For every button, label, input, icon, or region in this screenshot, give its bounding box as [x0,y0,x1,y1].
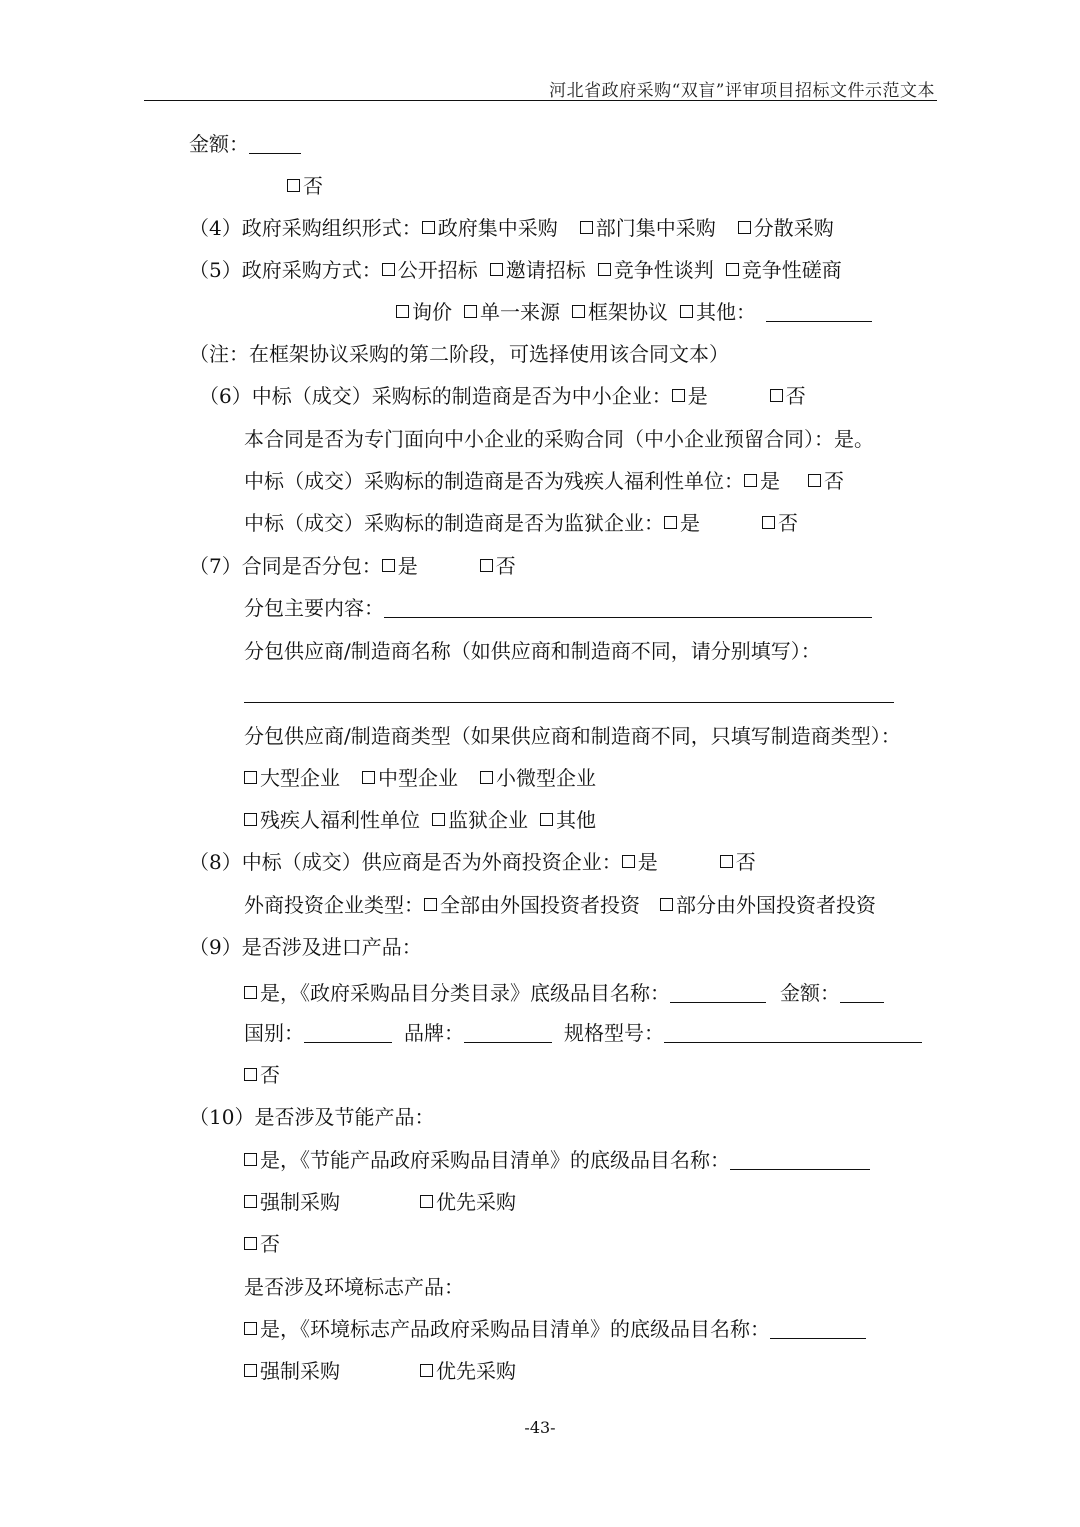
checkbox[interactable] [480,771,493,784]
q5-option-single[interactable]: 单一来源 [464,299,560,325]
checkbox[interactable] [720,855,733,868]
q10-env-mandatory-option[interactable]: 强制采购 [244,1358,340,1384]
q10-item-blank[interactable] [730,1149,870,1170]
checkbox[interactable] [660,898,673,911]
checkbox[interactable] [244,1237,257,1250]
checkbox[interactable] [464,305,477,318]
checkbox[interactable] [396,305,409,318]
checkbox[interactable] [382,559,395,572]
q4-label: （4）政府采购组织形式： [189,216,422,240]
document-header: 河北省政府采购“双盲”评审项目招标文件示范文本 [549,81,935,101]
checkbox[interactable] [540,813,553,826]
amount-line [189,131,301,157]
checkbox[interactable] [770,389,783,402]
q8-type-full[interactable]: 全部由外国投资者投资 [424,892,640,918]
q9-spec-blank[interactable] [664,1022,922,1043]
q7-line: （7）合同是否分包： 是 否 [189,554,516,578]
checkbox[interactable] [244,1195,257,1208]
q5-option-framework[interactable]: 框架协议 [572,299,668,325]
checkbox[interactable] [382,263,395,276]
q4-option-dispersed[interactable]: 分散采购 [738,215,834,241]
checkbox[interactable] [422,221,435,234]
q9-line: （9）是否涉及进口产品： [189,935,422,959]
q10-mandatory-option[interactable]: 强制采购 [244,1189,340,1215]
q10-env-yes-line [244,1316,866,1342]
q6-disabled-line: 中标（成交）采购标的制造商是否为残疾人福利性单位： 是 否 [244,469,844,493]
checkbox[interactable] [726,263,739,276]
checkbox[interactable] [362,771,375,784]
checkbox[interactable] [738,221,751,234]
q10-priority-option[interactable]: 优先采购 [420,1189,516,1215]
q10-no-option[interactable]: 否 [244,1231,280,1257]
q7-type-line: 分包供应商/制造商类型（如果供应商和制造商不同，只填写制造商类型）： [244,724,901,748]
q5-line-2 [396,299,872,325]
q10-env-priority-option[interactable]: 优先采购 [420,1358,516,1384]
q5-option-other[interactable]: 其他： [680,299,756,325]
checkbox[interactable] [622,855,635,868]
q5-option-negotiation[interactable]: 竞争性谈判 [598,257,714,283]
q7-yes-option[interactable]: 是 [382,553,418,579]
amount-label: 金额： [189,132,249,156]
checkbox[interactable] [672,389,685,402]
q10-yes-line [244,1147,870,1173]
amount-blank[interactable] [249,133,301,154]
q9-country-blank[interactable] [304,1022,392,1043]
checkbox[interactable] [244,813,257,826]
q6-prison-no[interactable]: 否 [762,510,798,536]
q7-no-option[interactable]: 否 [480,553,516,579]
q9-detail-line: 国别： 品牌： 规格型号： [244,1020,922,1046]
q10-mode-line [244,1189,516,1215]
checkbox[interactable] [580,221,593,234]
q10-env-mode-line [244,1358,516,1384]
q6-disabled-no[interactable]: 否 [808,468,844,494]
q5-option-consultation[interactable]: 竞争性磋商 [726,257,842,283]
q7-content-line: 分包主要内容： [244,595,872,621]
q5-other-blank[interactable] [766,301,872,322]
header-rule [144,100,937,101]
q7-type-small[interactable]: 小微型企业 [480,765,596,791]
checkbox[interactable] [744,474,757,487]
page-number: -43- [524,1418,556,1437]
checkbox[interactable] [424,898,437,911]
q8-yes-option[interactable]: 是 [622,849,658,875]
q6-line [199,383,806,409]
q9-no-option[interactable]: 否 [244,1062,280,1088]
q7-types-row2 [244,807,596,833]
q7-type-medium[interactable]: 中型企业 [362,765,458,791]
q7-name-blank[interactable] [244,702,894,703]
q7-types-row1 [244,765,596,791]
q6-yes-option[interactable]: 是 [672,383,708,409]
q10-env-label: 是否涉及环境标志产品： [244,1275,464,1299]
q7-type-disabled[interactable]: 残疾人福利性单位 [244,807,420,833]
checkbox[interactable] [420,1364,433,1377]
checkbox[interactable] [244,1068,257,1081]
checkbox[interactable] [808,474,821,487]
q7-type-other[interactable]: 其他 [540,807,596,833]
q6-disabled-yes[interactable]: 是 [744,468,780,494]
q7-content-blank[interactable] [384,597,872,618]
q8-type-partial[interactable]: 部分由外国投资者投资 [660,892,876,918]
q4-option-centralized[interactable]: 政府集中采购 [422,215,558,241]
checkbox[interactable] [244,771,257,784]
q8-no-option[interactable]: 否 [720,849,756,875]
q7-type-prison[interactable]: 监狱企业 [432,807,528,833]
q6-no-option[interactable]: 否 [770,383,806,409]
checkbox[interactable] [680,305,693,318]
q10-yes-option[interactable]: 是，《节能产品政府采购品目清单》的底级品目名称： [244,1147,730,1173]
checkbox[interactable] [480,559,493,572]
q6-reserved-line: 本合同是否为专门面向中小企业的采购合同（中小企业预留合同）：是。 [244,427,874,451]
checkbox[interactable] [420,1195,433,1208]
q10-env-item-blank[interactable] [770,1318,866,1339]
q5-option-inquiry[interactable]: 询价 [396,299,452,325]
q4-line [189,215,834,241]
q4-option-department[interactable]: 部门集中采购 [580,215,716,241]
q9-item-blank[interactable] [670,982,766,1003]
q10-no-line [244,1231,280,1257]
checkbox[interactable] [490,263,503,276]
q9-yes-option[interactable]: 是，《政府采购品目分类目录》底级品目名称： [244,980,670,1006]
checkbox[interactable] [598,263,611,276]
q6-prison-yes[interactable]: 是 [664,510,700,536]
q5-line [189,257,842,283]
q9-brand-blank[interactable] [464,1022,552,1043]
no-option-top: 否 [287,173,323,199]
checkbox[interactable] [287,179,300,192]
checkbox[interactable] [244,986,257,999]
q10-line: （10）是否涉及节能产品： [189,1105,435,1129]
q5-option-invite[interactable]: 邀请招标 [490,257,586,283]
q8-line: （8）中标（成交）供应商是否为外商投资企业： 是 否 [189,850,756,874]
checkbox[interactable] [572,305,585,318]
checkbox[interactable] [244,1364,257,1377]
q6-prison-line: 中标（成交）采购标的制造商是否为监狱企业： 是 否 [244,511,798,535]
q9-yes-line: 是，《政府采购品目分类目录》底级品目名称： 金额： [244,980,884,1006]
q9-amount-blank[interactable] [840,982,884,1003]
checkbox[interactable] [244,1322,257,1335]
checkbox[interactable] [762,516,775,529]
q10-env-yes-option[interactable]: 是，《环境标志产品政府采购品目清单》的底级品目名称： [244,1316,770,1342]
q6-label: （6）中标（成交）采购标的制造商是否为中小企业： [199,384,672,408]
note-line: （注：在框架协议采购的第二阶段，可选择使用该合同文本） [189,342,729,366]
q5-label: （5）政府采购方式： [189,258,382,282]
checkbox[interactable] [244,1153,257,1166]
q8-type-line: 外商投资企业类型： 全部由外国投资者投资 部分由外国投资者投资 [244,893,876,917]
q7-type-large[interactable]: 大型企业 [244,765,340,791]
checkbox[interactable] [664,516,677,529]
q7-name-line: 分包供应商/制造商名称（如供应商和制造商不同，请分别填写）： [244,639,821,663]
q5-option-open[interactable]: 公开招标 [382,257,478,283]
checkbox[interactable] [432,813,445,826]
q9-no-line [244,1062,280,1088]
